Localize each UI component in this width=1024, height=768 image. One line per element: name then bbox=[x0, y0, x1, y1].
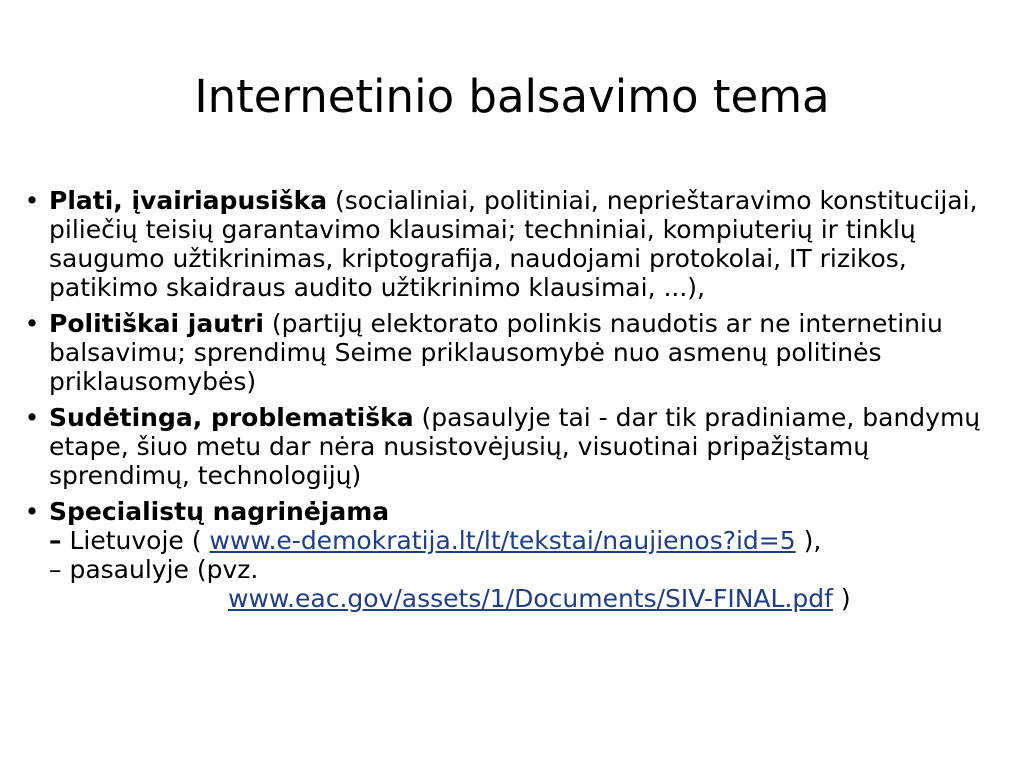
bullet-item-4 bbox=[20, 497, 1000, 613]
bullet-1-bold: Plati, įvairiapusiška bbox=[49, 186, 328, 215]
bullet-4-line-world: – pasaulyje (pvz. bbox=[49, 555, 259, 584]
bullet-3-bold: Sudėtinga, problematiška bbox=[49, 403, 414, 432]
bullet-item-2 bbox=[20, 309, 1000, 396]
bullet-icon: • bbox=[24, 403, 40, 432]
bullet-2-bold: Politiškai jautri bbox=[49, 309, 264, 338]
bullet-1-text: (socialiniai, politiniai, neprieštaravimo konstitucijai, piliečių teisių garantavimo klausimai; techniniai, kompiuterių ir tinklų saugumo užtikrinimas, kriptografija, naudojami protokolai, IT rizikos, patikimo skaidraus audito užtikrinimo klausimai, ...), bbox=[49, 186, 978, 302]
bullet-icon: • bbox=[24, 309, 40, 338]
bullet-icon: • bbox=[24, 497, 40, 526]
world-suffix: ) bbox=[832, 584, 851, 613]
bullet-item-1 bbox=[20, 186, 1000, 302]
eac-gov-link[interactable]: www.eac.gov/assets/1/Documents/SIV-FINAL.pdf bbox=[228, 584, 833, 613]
bullet-4-line-url bbox=[49, 584, 1000, 613]
slide-title: Internetinio balsavimo tema bbox=[194, 70, 830, 123]
bullet-4-line-lithuania bbox=[49, 526, 1000, 555]
bullet-3-text: (pasaulyje tai - dar tik pradiniame, bandymų etape, šiuo metu dar nėra nusistovėjusių, visuotinai pripažįstamų sprendimų, technologijų) bbox=[49, 403, 981, 490]
bullet-4-bold: Specialistų nagrinėjama bbox=[49, 497, 390, 526]
dash-mark: – bbox=[49, 526, 62, 555]
bullet-icon: • bbox=[24, 186, 40, 215]
e-demokratija-link[interactable]: www.e-demokratija.lt/lt/tekstai/naujienos?id=5 bbox=[209, 526, 796, 555]
bullet-2-text: (partijų elektorato polinkis naudotis ar ne internetiniu balsavimu; sprendimų Seime priklausomybė nuo asmenų politinės priklausomybės) bbox=[49, 309, 943, 396]
lithuania-suffix: ), bbox=[795, 526, 822, 555]
lithuania-prefix: Lietuvoje ( bbox=[61, 526, 210, 555]
bullet-list bbox=[20, 186, 1000, 620]
bullet-item-3 bbox=[20, 403, 1000, 490]
